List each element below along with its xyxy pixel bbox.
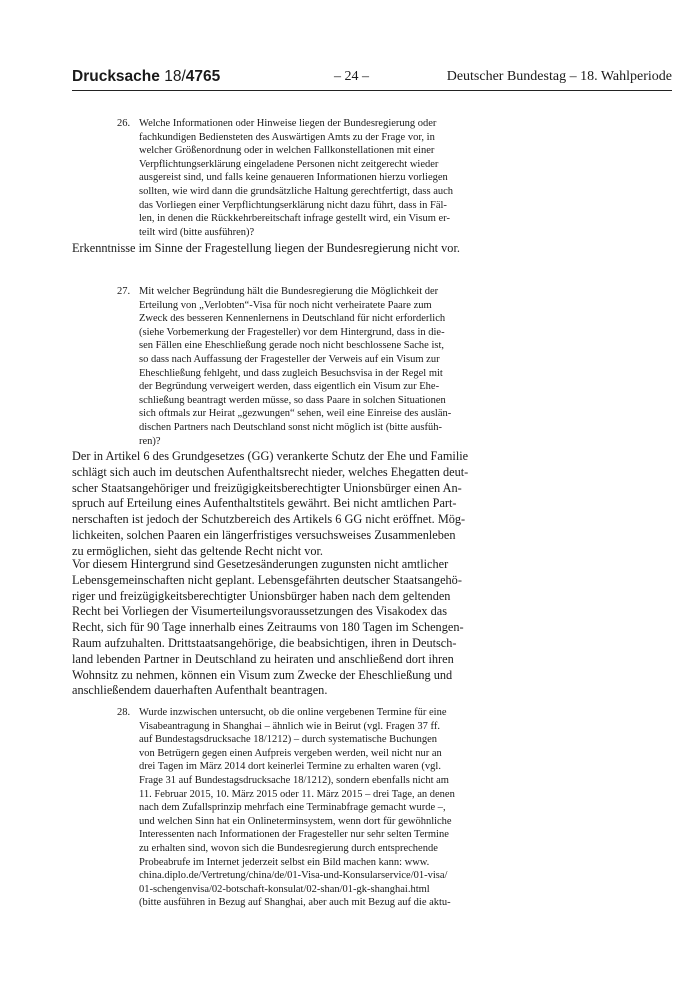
text-line: Wurde inzwischen untersucht, ob die online vergebenen Termine für eine (139, 707, 447, 718)
text-line: ausgereist sind, und falls keine genaueren Informationen hierzu vorliegen (139, 172, 448, 184)
text-line: das Vorliegen einer Verpflichtungserklärung nicht dazu führt, dass in Fäl- (139, 199, 447, 211)
doc-number-main: 4765 (185, 68, 221, 85)
text-line: (siehe Vorbemerkung der Fragesteller) vor dem Hintergrund, dass in die- (139, 326, 445, 338)
text-line: von Betrügern gegen einen Aufpreis vergeben werden, weil nicht nur an (139, 747, 442, 759)
document-number (72, 68, 220, 86)
text-line: sen Fällen eine Eheschließung gerade noch nicht beschlossene Sache ist, (139, 340, 444, 352)
text-line: welcher Größenordnung oder in welchen Fallkonstellationen mit einer (139, 145, 435, 157)
text-line: Verpflichtungserklärung eingeladene Personen nicht zeitgerecht wieder (139, 158, 439, 170)
text-line: so dass nach Auffassung der Fragesteller der Verweis auf ein Visum zur (139, 354, 440, 365)
text-line: 01-schengenvisa/02-botschaft-konsulat/02-shan/01-gk-shanghai.html (139, 883, 430, 895)
text-line: sollten, wie wird dann die grundsätzliche Haltung gerechtfertigt, dass auch (139, 186, 454, 197)
text-line: Wohnsitz zu nehmen, können ein Visum zum Zwecke der Eheschließung und (72, 667, 453, 682)
text-line: Frage 31 auf Bundestagsdrucksache 18/1212), sondern ebenfalls nicht am (139, 775, 449, 786)
text-line: Probeabrufe im Internet jederzeit selbst ein Bild machen kann: www. (139, 856, 430, 868)
text-line: der Begründung verweigert werden, dass eigentlich ein Visum zur Ehe- (139, 381, 440, 393)
text-line: (bitte ausführen in Bezug auf Shanghai, aber auch mit Bezug auf die aktu- (139, 897, 451, 909)
text-line: Recht bei Vorliegen der Visumerteilungsvoraussetzungen des Visakodex das (72, 604, 447, 619)
text-line: fachkundigen Bediensteten des Auswärtigen Amts zu der Frage vor, in (139, 131, 435, 143)
text-line: Lebensgemeinschaften nicht geplant. Lebensgefährten deutscher Staatsangehö- (72, 572, 462, 587)
text-line: Interessenten nach Informationen der Fragesteller nur sehr selten Termine (139, 829, 449, 841)
text-line: china.diplo.de/Vertretung/china/de/01-Visa-und-Konsularservice/01-visa/ (139, 870, 448, 882)
text-line: Visabeantragung in Shanghai – ähnlich wie in Beirut (vgl. Fragen 37 ff. (139, 720, 440, 732)
question-number: 27. (117, 286, 131, 297)
text-line: Zweck des besseren Kennenlernens in Deutschland für nicht erforderlich (139, 313, 446, 325)
text-line: nerschaften ist jedoch der Schutzbereich des Artikels 6 GG nicht eröffnet. Mög- (72, 512, 466, 527)
text-line: len, in denen die Rückkehrbereitschaft infrage gestellt wird, ein Visum er- (139, 213, 450, 225)
text-line: auf Bundestagsdrucksache 18/1212) – durch systematische Buchungen (139, 734, 438, 746)
text-line: dischen Partners nach Deutschland sonst nicht möglich ist (bitte ausfüh- (139, 422, 442, 433)
text-line: land lebenden Partner in Deutschland zu heiraten und anschließend dort ihren (72, 651, 454, 666)
text-line: schlägt sich auch im deutschen Aufenthaltsrecht nieder, welches Ehegatten deut- (72, 464, 469, 479)
text-line: Erteilung von „Verlobten“-Visa für noch nicht verheiratete Paare zum (139, 299, 432, 311)
text-line: anschließendem dauerhaften Aufenthalt beantragen. (72, 683, 328, 698)
text-line: und welchen Sinn hat ein Onlineterminsystem, wenn dort für gewöhnliche (139, 815, 452, 827)
text-line: zu erhalten sind, wovon sich die Bundesregierung durch entsprechende (139, 843, 438, 854)
text-line: Raum aufzuhalten. Drittstaatsangehörige, die beabsichtigen, ihren in Deutsch- (72, 636, 457, 650)
institution-title: Deutscher Bundestag – 18. Wahlperiode (446, 69, 672, 84)
text-line: scher Staatsangehöriger und freizügigkeitsberechtigter Unionsbürger einen An- (72, 480, 462, 495)
text-line: nach dem Zufallsprinzip mehrfach eine Terminabfrage gemacht wurde –, (139, 802, 446, 814)
page-header (72, 66, 672, 91)
text-line: riger und freizügigkeitsberechtigter Unionsbürger haben nach dem geltenden (72, 588, 451, 603)
text-line: lichkeiten, solchen Paaren ein längerfristiges versuchsweises Zusammenleben (72, 528, 456, 542)
doc-label: Drucksache (72, 68, 160, 85)
text-line: 11. Februar 2015, 10. März 2015 oder 11. März 2015 – drei Tage, an denen (139, 788, 455, 800)
text-line: drei Tagen im März 2014 dort keinerlei Termine zu erhalten waren (vgl. (139, 761, 441, 773)
text-line: Mit welcher Begründung hält die Bundesregierung die Möglichkeit der (139, 286, 439, 297)
text-line: Erkenntnisse im Sinne der Fragestellung liegen der Bundesregierung nicht vor. (72, 241, 460, 255)
text-line: ren)? (139, 435, 161, 447)
text-line: zu ermöglichen, sieht das geltende Recht nicht vor. (72, 543, 323, 558)
text-line: spruch auf Erteilung eines Aufenthaltstitels gewährt. Bei nicht amtlichen Part- (72, 496, 457, 511)
text-line: sich oftmals zur Heirat „gezwungen“ sehen, weil eine Einreise des auslän- (139, 408, 452, 420)
text-line: Recht, sich für 90 Tage innerhalb eines Zeitraums von 180 Tagen im Schengen- (72, 620, 464, 635)
text-line: schließung beantragt werden müsse, so dass Paare in solchen Situationen (139, 394, 446, 406)
page-number: – 24 – (334, 69, 369, 84)
question-number: 28. (117, 707, 131, 718)
text-line: Vor diesem Hintergrund sind Gesetzesänderungen zugunsten nicht amtlicher (72, 557, 449, 571)
text-line: teilt wird (bitte ausführen)? (139, 226, 255, 238)
question-number: 26. (117, 118, 131, 129)
text-line: Welche Informationen oder Hinweise liegen der Bundesregierung oder (139, 118, 437, 129)
doc-number-prefix: 18/ (164, 68, 186, 85)
text-line: Eheschließung fehlgeht, und dass zugleich Besuchsvisa in der Regel mit (139, 367, 443, 379)
text-line: Der in Artikel 6 des Grundgesetzes (GG) verankerte Schutz der Ehe und Familie (72, 449, 469, 463)
